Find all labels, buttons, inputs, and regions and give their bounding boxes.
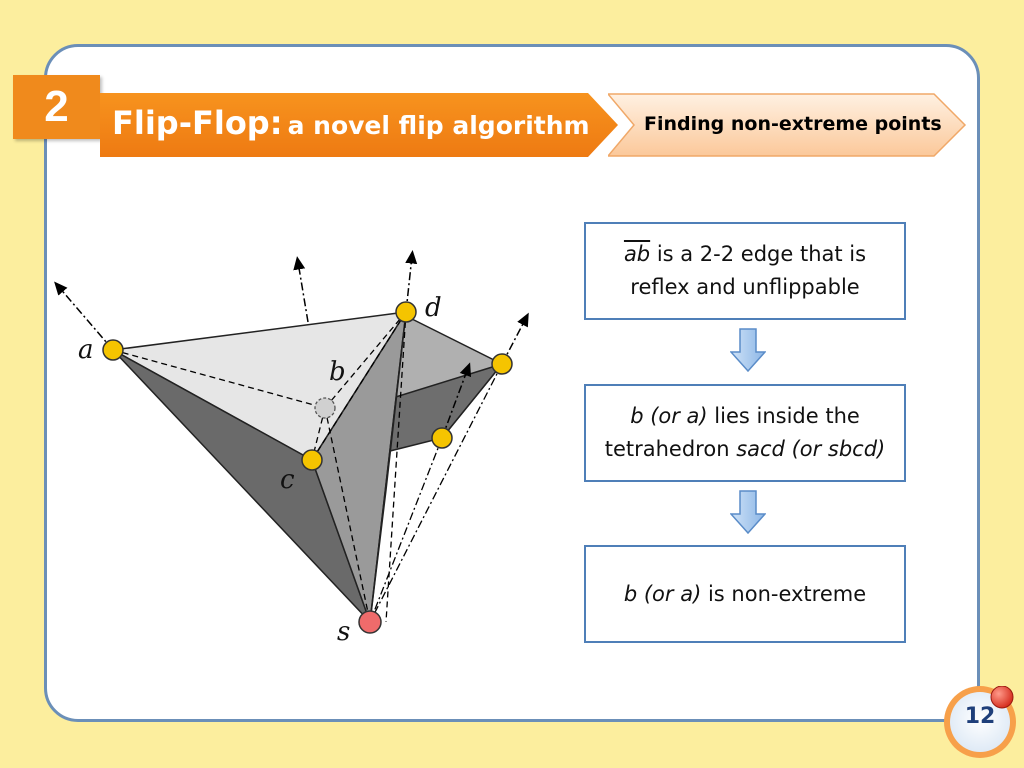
step3-subject: b (or a) — [623, 581, 702, 606]
step3-text: is non-extreme — [701, 581, 867, 606]
step2-subject: b (or a) — [630, 404, 708, 428]
step2-line2b: sacd (or sbcd) — [736, 437, 886, 461]
vertex-d — [396, 302, 416, 322]
step-box-3 — [584, 545, 906, 643]
title-main: Flip-Flop: — [112, 104, 283, 142]
step-box-1 — [584, 222, 906, 320]
ray-mid — [298, 262, 308, 322]
label-c: c — [280, 465, 295, 495]
vertex-inner — [432, 428, 452, 448]
label-d: d — [425, 293, 442, 323]
subtopic-label: Finding non-extreme points — [644, 113, 942, 135]
step1-line2: reflex and unflippable — [630, 275, 860, 299]
step2-text: lies inside the — [707, 404, 860, 428]
label-s: s — [337, 617, 351, 647]
vertex-b — [315, 398, 335, 418]
step-box-2 — [584, 384, 906, 482]
step1-text: is a 2-2 edge that is — [650, 242, 867, 266]
vertex-c — [302, 450, 322, 470]
tetrahedron-diagram — [40, 240, 560, 660]
vertex-right — [492, 354, 512, 374]
label-a: a — [78, 335, 94, 365]
slide-title — [112, 104, 590, 142]
section-number: 2 — [44, 82, 69, 131]
down-arrow-2 — [730, 490, 766, 534]
vertex-a — [103, 340, 123, 360]
down-arrow-1 — [730, 328, 766, 372]
page-number: 12 — [964, 704, 996, 729]
step2-line2a: tetrahedron — [604, 437, 737, 461]
title-sub: a novel flip algorithm — [287, 111, 590, 140]
label-b: b — [329, 357, 346, 387]
vertex-s — [359, 611, 381, 633]
section-number-badge — [13, 75, 100, 139]
step1-edge: $\overline{ab}$ — [623, 242, 651, 266]
